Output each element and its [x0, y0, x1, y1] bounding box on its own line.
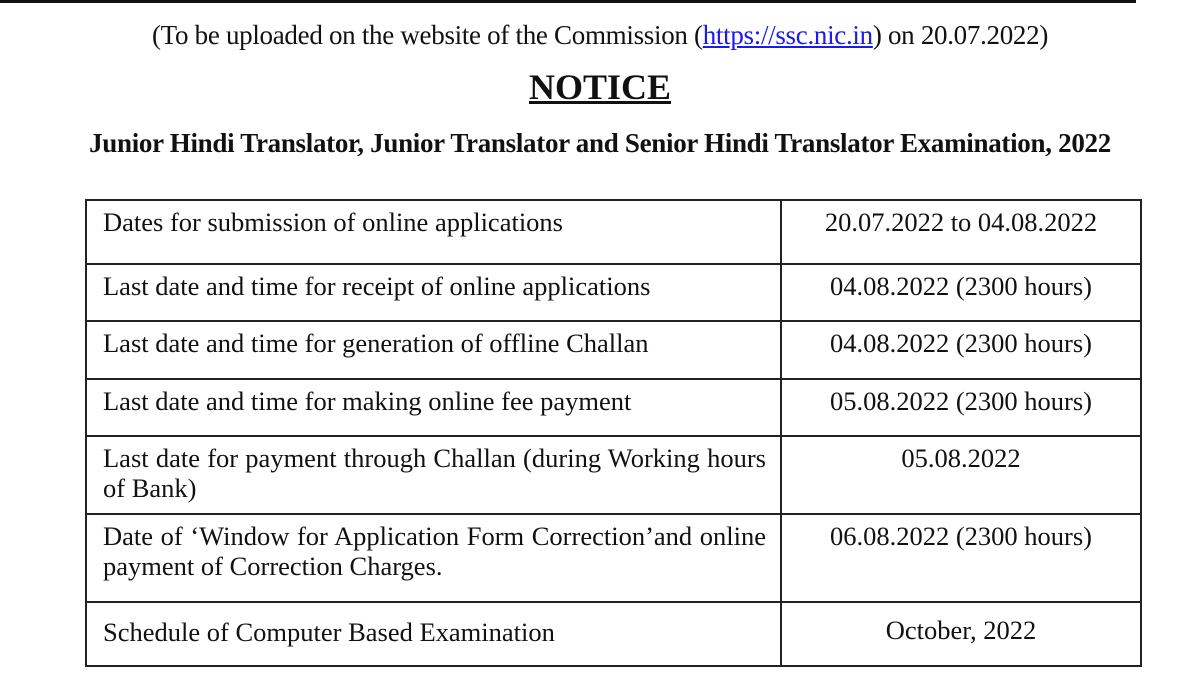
table-row [86, 602, 1141, 666]
event-cell: Last date for payment through Challan (during Working hours of Bank) [86, 436, 781, 514]
table-row [86, 436, 1141, 514]
notice-title: NOTICE [528, 67, 672, 107]
table-row [86, 200, 1141, 264]
date-cell: 20.07.2022 to 04.08.2022 [781, 200, 1141, 264]
date-cell: 04.08.2022 (2300 hours) [781, 264, 1141, 321]
date-cell: 04.08.2022 (2300 hours) [781, 321, 1141, 379]
notice-title-wrap [0, 66, 1200, 108]
date-cell: 06.08.2022 (2300 hours) [781, 514, 1141, 602]
event-cell: Last date and time for making online fee payment [86, 379, 781, 436]
event-cell: Dates for submission of online applications [86, 200, 781, 264]
table-row [86, 321, 1141, 379]
table-row [86, 264, 1141, 321]
commission-link[interactable]: https://ssc.nic.in [702, 20, 873, 50]
date-cell: 05.08.2022 [781, 436, 1141, 514]
event-cell: Schedule of Computer Based Examination [86, 602, 781, 666]
table-row [86, 379, 1141, 436]
upload-prefix: (To be uploaded on the website of the Commission ( [151, 20, 703, 50]
date-cell: October, 2022 [781, 602, 1141, 666]
top-rule [0, 0, 1136, 3]
exam-name: Junior Hindi Translator, Junior Translator and Senior Hindi Translator Examination, 2022 [89, 128, 1111, 158]
event-cell: Last date and time for receipt of online applications [86, 264, 781, 321]
event-cell: Date of ‘Window for Application Form Correction’and online payment of Correction Charges. [86, 514, 781, 602]
upload-note [0, 20, 1200, 51]
upload-suffix: ) on 20.07.2022) [872, 20, 1049, 50]
table-row [86, 514, 1141, 602]
event-cell: Last date and time for generation of offline Challan [86, 321, 781, 379]
schedule-table [85, 199, 1142, 667]
date-cell: 05.08.2022 (2300 hours) [781, 379, 1141, 436]
